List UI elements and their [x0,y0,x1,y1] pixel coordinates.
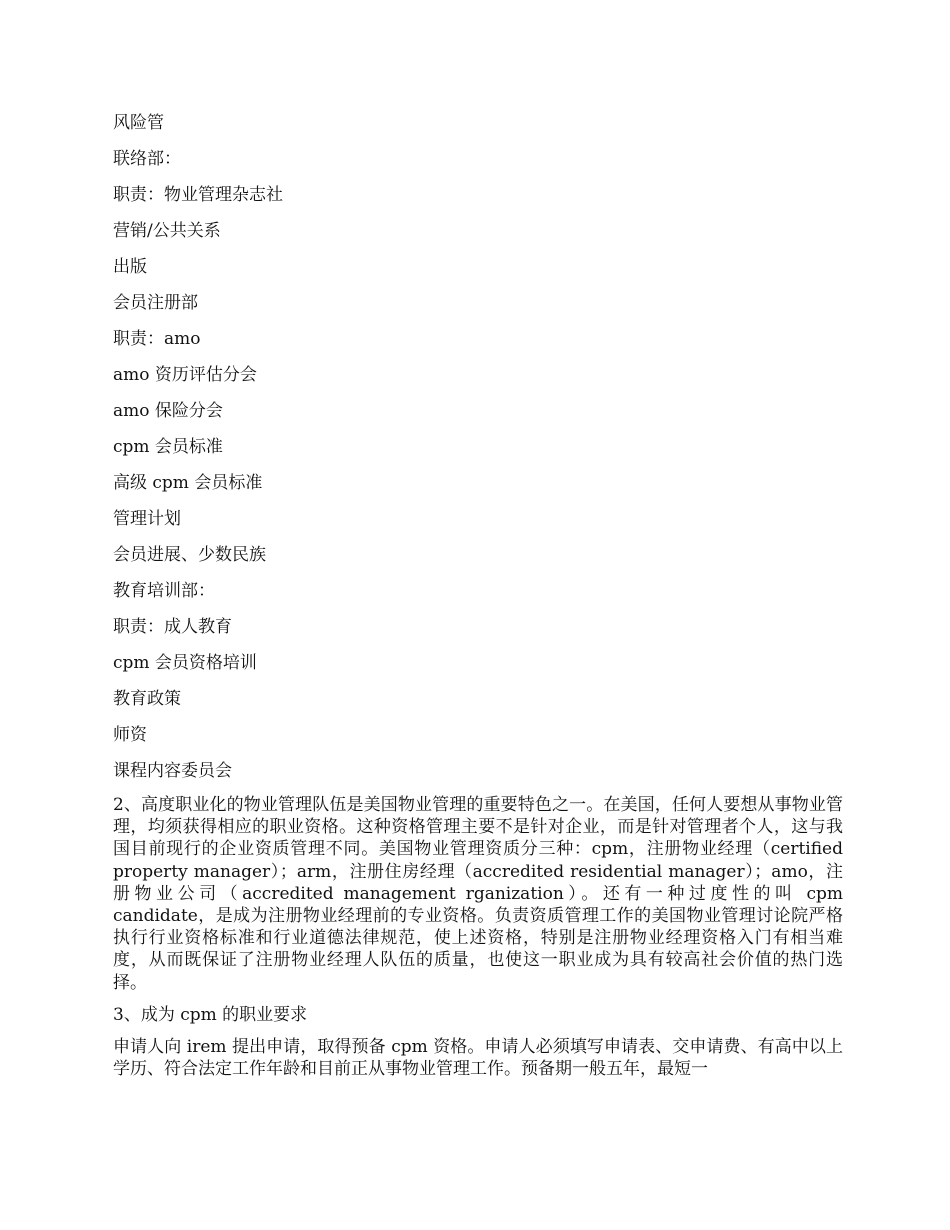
text-line: 教育培训部： [113,581,215,601]
text-line: 职责：成人教育 [113,617,232,637]
document-page [113,110,843,1090]
text-line: cpm 会员标准 [113,437,223,457]
text-line: 营销/公共关系 [113,221,221,241]
text-line: 联络部： [113,149,181,169]
text-line: 风险管 [113,113,164,133]
section-heading-cpm-requirements: 3、成为 cpm 的职业要求 [113,1004,308,1025]
text-line: 出版 [113,257,147,277]
text-line: 教育政策 [113,689,181,709]
text-line: 会员进展、少数民族 [113,545,266,565]
text-line: amo 保险分会 [113,401,223,421]
text-line: 会员注册部 [113,293,198,313]
text-line: 职责：物业管理杂志社 [113,185,283,205]
text-line: 高级 cpm 会员标准 [113,473,263,493]
text-line: 师资 [113,725,147,745]
text-line: cpm 会员资格培训 [113,653,257,673]
text-line: 职责：amo [113,329,201,349]
text-line: 管理计划 [113,509,181,529]
text-line: amo 资历评估分会 [113,365,257,385]
text-line: 课程内容委员会 [113,761,232,781]
paragraph-application: 申请人向 irem 提出申请，取得预备 cpm 资格。申请人必须填写申请表、交申请费、有高中以上学历、符合法定工作年龄和目前正从事物业管理工作。预备期一般五年，最短一 [113,1036,843,1080]
paragraph-professionalization: 2、高度职业化的物业管理队伍是美国物业管理的重要特色之一。在美国，任何人要想从事物业管理，均须获得相应的职业资格。这种资格管理主要不是针对企业，而是针对管理者个人，这与我国目前现行的企业资质管理不同。美国物业管理资质分三种：cpm，注册物业经理（certified property manager）；arm，注册住房经理（accredited residential manager）；amo，注册物业公司（accredited management rganization）。还有一种过度性的叫 cpm candidate，是成为注册物业经理前的专业资格。负责资质管理工作的美国物业管理讨论院严格执行行业资格标准和行业道德法律规范，使上述资格，特别是注册物业经理资格入门有相当难度，从而既保证了注册物业经理人队伍的质量，也使这一职业成为具有较高社会价值的热门选择。 [113,795,843,993]
